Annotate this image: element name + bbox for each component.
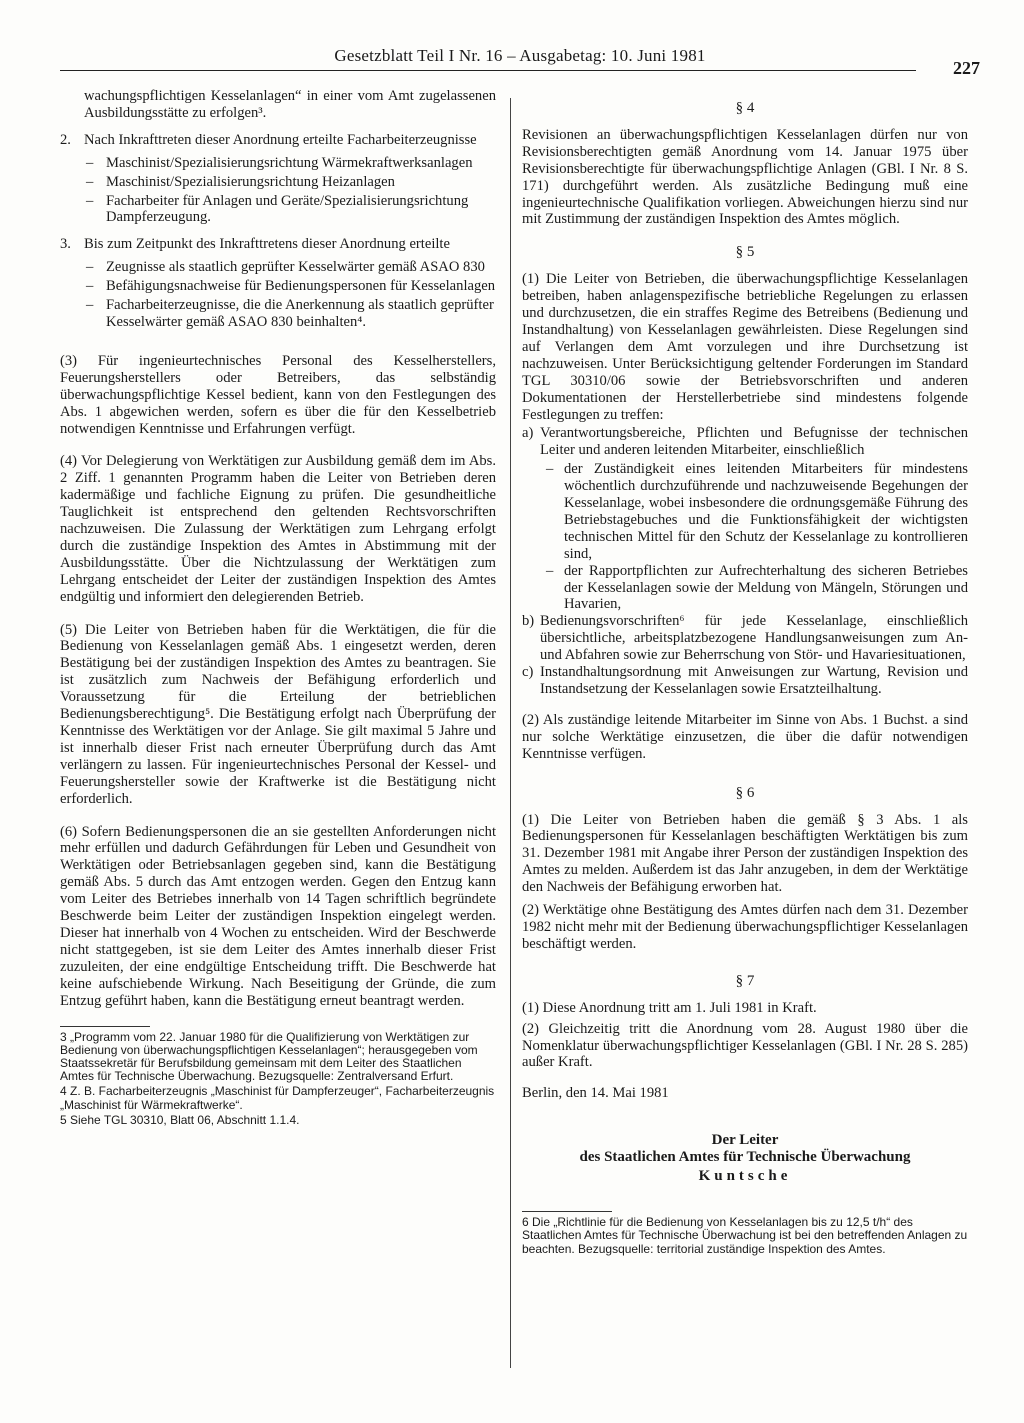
alpha-list <box>522 425 968 698</box>
list-item: – Maschinist/Spezialisierungsrichtung Heizanlagen <box>84 174 496 191</box>
list-item-a <box>522 425 968 613</box>
footnotes <box>522 1216 968 1256</box>
section-5-paragraph-1: (1) Die Leiter von Betrieben, die überwachungspflichtige Kesselanlagen betreiben, haben anlagenspezifische betriebliche Regelungen zu erlassen und durchzusetzen, die ein straffes Regime des Betreibens (Bedienung und Instandhaltung) von Kesselanlagen gewährleisten. Diese Regelungen sind auf Verlangen dem Amt vorzulegen und ihre Durchsetzung ist nachzuweisen. Unter Berücksichtigung geltender Forderungen im Standard TGL 30310/06 sowie der Betriebsvorschriften und anderen Dokumentationen der Herstellerbetriebe sind mindestens folgende Festlegungen zu treffen: <box>522 271 968 423</box>
list-item: – Facharbeiter für Anlagen und Geräte/Spezialisierungsrichtung Dampferzeugung. <box>84 193 496 227</box>
header-title: Gesetzblatt Teil I Nr. 16 – Ausgabetag: 10. Juni 1981 <box>334 46 706 65</box>
list-item: – Befähigungsnachweise für Bedienungspersonen für Kesselanlagen <box>84 278 496 295</box>
column-divider <box>510 98 511 1368</box>
footnote-5: 5 Siehe TGL 30310, Blatt 06, Abschnitt 1.1.4. <box>60 1112 300 1127</box>
paragraph-6: (6) Sofern Bedienungspersonen die an sie gestellten Anforderungen nicht mehr erfüllen und dadurch Gefährdungen für Leben und Gesundheit von Werktätigen oder Betriebsanlagen gegeben sind, kann die Bestätigung gemäß Abs. 5 durch das Amt entzogen werden. Gegen den Entzug kann vom Leiter des Betriebes innerhalb von 14 Tagen schriftlich begründete Beschwerde beim Leiter der zuständigen Inspektion eingelegt werden. Dieser hat innerhalb von 4 Wochen zu entscheiden. Wird der Beschwerde nicht stattgegeben, ist sie dem Leiter des Amtes innerhalb dieser Frist zuzuleiten, der eine endgültige Entscheidung trifft. Die Beschwerde hat keine aufschiebende Wirkung. Nach Beseitigung der Gründe, die zum Entzug geführt haben, kann die Bestätigung erneut beantragt werden. <box>60 823 496 1009</box>
footnote-4: 4 Z. B. Facharbeiterzeugnis „Maschinist für Dampferzeuger“, Facharbeiterzeugnis „Maschinist für Wärmekraftwerke“. <box>60 1084 495 1112</box>
left-column <box>60 88 496 1129</box>
header-rule <box>60 70 916 71</box>
intro-paragraph: wachungspflichtigen Kesselanlagen“ in einer vom Amt zugelassenen Ausbildungsstätte zu erfolgen³. <box>84 88 496 121</box>
footnote-3: 3 „Programm vom 22. Januar 1980 für die Qualifizierung von Werktätigen zur Bedienung von überwachungspflichtigen Kesselanlagen“; herausgegeben vom Staatssekretär für Berufsbildung gemeinsam mit dem Leiter des Staatlichen Amtes für Technische Überwachung. Bezugsquelle: Zentralversand Erfurt. <box>60 1029 478 1084</box>
footnotes <box>60 1031 496 1127</box>
paragraph-4: (4) Vor Delegierung von Werktätigen zur Ausbildung gemäß dem im Abs. 2 Ziff. 1 genannten Programm haben die Leiter von Betrieben deren kadermäßige und fachliche Eignung zu prüfen. Die gesundheitliche Tauglichkeit ist entsprechend den geltenden Rechtsvorschriften nachzuweisen. Die Zulassung der Werktätigen zum Lehrgang erfolgt durch die zuständige Inspektion des Amtes in Abstimmung mit der Ausbildungsstätte. Über die Nichtzulassung der Werktätigen zum Lehrgang entscheidet der Leiter der zuständigen Inspektion des Amtes endgültig und informiert den delegierenden Betrieb. <box>60 453 496 605</box>
list-item: – Maschinist/Spezialisierungsrichtung Wärmekraftwerksanlagen <box>84 155 496 172</box>
place-and-date: Berlin, den 14. Mai 1981 <box>522 1085 669 1102</box>
numbered-item-2 <box>60 132 496 227</box>
item-text: Bedienungsvorschriften⁶ für jede Kesselanlage, einschließlich übersichtliche, arbeitsplatzbezogene Handlungsanweisungen zum An- und Abfahren sowie zur Beherrschung von Stör- und Havariesituationen, <box>540 613 968 664</box>
signature-block <box>522 1132 968 1185</box>
section-6-paragraph-1: (1) Die Leiter von Betrieben haben die gemäß § 3 Abs. 1 als Bedienungspersonen für Kesselanlagen beschäftigten Werktätigen bis zum 31. Dezember 1981 mit Angabe ihrer Person der zuständigen Inspektion des Amtes zu melden. Außerdem ist das Jahr anzugeben, in dem der Werktätige den Nachweis der Befähigung erworben hat. <box>522 811 968 896</box>
dash-sublist <box>540 461 968 613</box>
section-heading-7: § 7 <box>735 972 755 989</box>
item-label: b) <box>522 613 535 630</box>
item-label: c) <box>522 664 534 681</box>
footnote-rule <box>522 1211 612 1212</box>
section-7-paragraph-1: (1) Diese Anordnung tritt am 1. Juli 1981 in Kraft. <box>522 999 817 1016</box>
footnote-rule <box>60 1026 150 1027</box>
list-item: – Zeugnisse als staatlich geprüfter Kesselwärter gemäß ASAO 830 <box>84 259 496 276</box>
dash-list <box>84 155 496 227</box>
numbered-item-3 <box>60 236 496 331</box>
section-7-paragraph-2: (2) Gleichzeitig tritt die Anordnung vom 28. August 1980 über die Nomenklatur überwachungspflichtiger Kesselanlagen (GBl. I Nr. 28 S. 285) außer Kraft. <box>522 1020 968 1071</box>
item-text: Verantwortungsbereiche, Pflichten und Befugnisse der technischen Leiter und anderen leitenden Mitarbeiter, einschließlich <box>540 425 968 459</box>
paragraph-3: (3) Für ingenieurtechnisches Personal des Kesselherstellers, Feuerungsherstellers oder Betreibers, das selbständig überwachungspflichtige Kessel bedient, kann von den Festlegungen des Abs. 1 abgewichen werden, sofern es über die für den Kesselbetrieb notwendigen Kenntnisse und Erfahrungen verfügt. <box>60 352 496 437</box>
section-5-paragraph-2: (2) Als zuständige leitende Mitarbeiter im Sinne von Abs. 1 Buchst. a sind nur solche Werktätige einzusetzen, die über die dafür notwendigen Kenntnisse verfügen. <box>522 711 968 762</box>
list-item: – Facharbeiterzeugnisse, die die Anerkennung als staatlich geprüfter Kesselwärter gemäß ASAO 830 beinhalten⁴. <box>84 297 496 331</box>
item-text: Bis zum Zeitpunkt des Inkrafttretens dieser Anordnung erteilte <box>84 236 450 253</box>
item-label: a) <box>522 425 534 442</box>
signature-name: Kuntsche <box>698 1168 792 1185</box>
section-4-text: Revisionen an überwachungspflichtigen Kesselanlagen dürfen nur von Revisionsberechtigten gemäß Anordnung vom 14. Januar 1975 über Revisionsberechtigte für überwachungspflichtige Anlagen (GBl. I Nr. 8 S. 171) durchgeführt werden. Als zusätzliche Bedingung muß eine ingenieurtechnische Qualifikation vorliegen. Abweichungen hierzu sind nur mit Zustimmung der zuständigen Inspektion des Amtes möglich. <box>522 126 968 228</box>
list-item-b <box>522 613 968 664</box>
right-column <box>522 100 968 1258</box>
signature-line-2: des Staatlichen Amtes für Technische Überwachung <box>579 1149 911 1166</box>
item-text: Instandhaltungsordnung mit Anweisungen zur Wartung, Revision und Instandsetzung der Kesselanlagen sowie Ersatzteilhaltung. <box>540 664 968 697</box>
section-6-paragraph-2: (2) Werktätige ohne Bestätigung des Amtes dürfen nach dem 31. Dezember 1982 nicht mehr mit der Bedienung überwachungspflichtiger Kesselanlagen beschäftigt werden. <box>522 902 968 952</box>
sublist-item: – der Rapportpflichten zur Aufrechterhaltung des sicheren Betriebes der Kesselanlagen sowie der Meldung von Mängeln, Störungen und Havarien, <box>540 563 968 614</box>
dash-list <box>84 259 496 331</box>
item-number: 3. <box>60 236 71 253</box>
list-item-c <box>522 664 968 698</box>
section-heading-5: § 5 <box>735 244 755 261</box>
section-heading-6: § 6 <box>735 784 755 801</box>
paragraph-5: (5) Die Leiter von Betrieben haben für die Werktätigen, die für die Bedienung von Kesselanlagen gemäß Abs. 1 eingesetzt werden, deren Bestätigung bei der zuständigen Inspektion des Amtes zu beantragen. Sie ist zusätzlich zum Nachweis der Befähigung erforderlich und Voraussetzung für die Erteilung der betrieblichen Bedienungsberechtigung⁵. Die Bestätigung erfolgt nach Überprüfung der Kenntnisse des Werktätigen vor der Anlage. Sie gilt maximal 5 Jahre und ist innerhalb dieser Frist nach erneuter Überprüfung durch das Amt verlängern zu lassen. Für ingenieurtechnisches Personal der Kessel- und Feuerungshersteller sowie der Kraftwerke ist die Bestätigung nicht erforderlich. <box>60 621 496 807</box>
signature-line-1: Der Leiter <box>711 1132 779 1149</box>
section-heading-4: § 4 <box>735 100 755 116</box>
sublist-item: – der Zuständigkeit eines leitenden Mitarbeiters für mindestens wöchentlich durchzuführende und nachzuweisende Begehungen der Kesselanlage, wobei insbesondere die ordnungsgemäße Führung des Betriebstagebuches und die Funktionsfähigkeit der wichtigsten technischen Mittel für den Schutz der Kesselanlage zu kontrollieren sind, <box>540 461 968 562</box>
page-number: 227 <box>953 58 980 78</box>
item-text: Nach Inkrafttreten dieser Anordnung erteilte Facharbeiterzeugnisse <box>84 131 477 148</box>
footnote-6: 6 Die „Richtlinie für die Bedienung von Kesselanlagen bis zu 12,5 t/h“ des Staatlichen Amtes für Technische Überwachung ist bei den betreffenden Anlagen zu beachten. Bezugsquelle: territorial zuständige Inspektion des Amtes. <box>522 1215 968 1256</box>
item-number: 2. <box>60 131 71 148</box>
